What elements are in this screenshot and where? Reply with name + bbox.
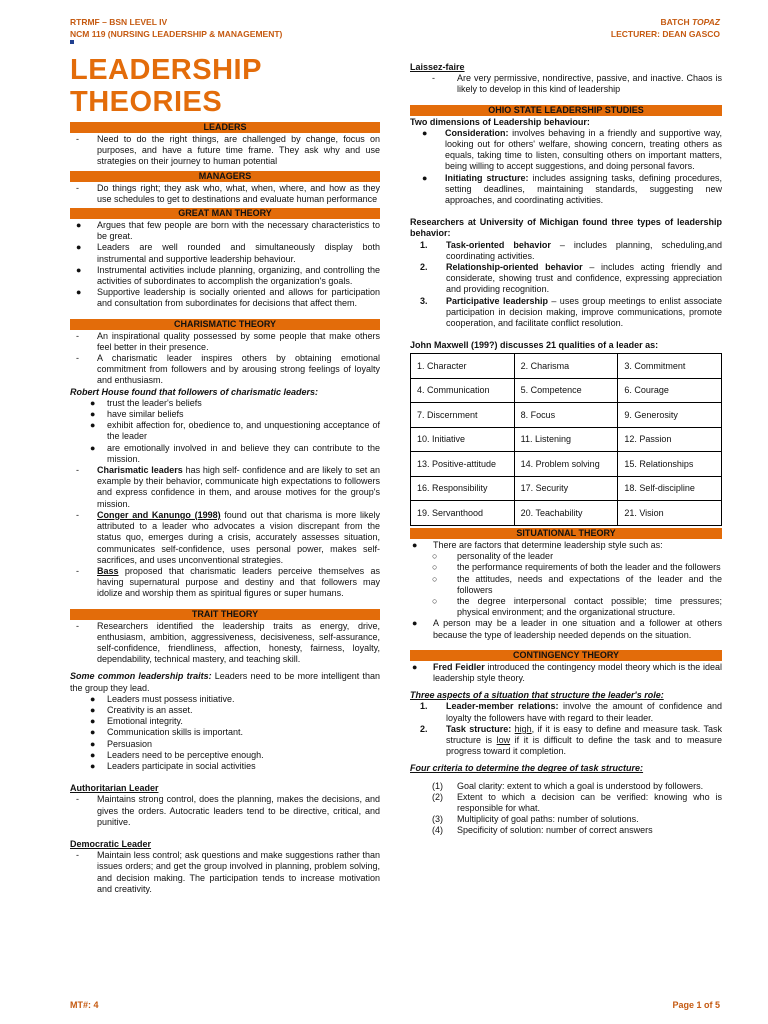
list-item: ● There are factors that determine leadership style such as: bbox=[412, 539, 663, 550]
table-row: 10. Initiative 11. Listening 12. Passion bbox=[411, 427, 722, 452]
list-item: ● Instrumental activities include planning, organizing, and controlling the activities of subordinates to accomplish the organization's goals. bbox=[76, 264, 380, 287]
list-item: 3. Participative leadership – uses group meetings to enlist associate participation in decision making, improve communications, promote cooperation, and facilitate conflict resolution. bbox=[420, 295, 722, 329]
list-item: (2) Extent to which a decision can be verified: knowing who is responsible for what. bbox=[432, 791, 722, 814]
section-trait-heading: TRAIT THEORY bbox=[70, 609, 380, 620]
section-contingency-heading: CONTINGENCY THEORY bbox=[410, 650, 722, 661]
section-great-man-heading: GREAT MAN THEORY bbox=[70, 208, 380, 219]
table-row: 4. Communication 5. Competence 6. Courage bbox=[411, 378, 722, 403]
managers-text: - Do things right; they ask who, what, when, where, and how as they use schedules to get to destinations and evaluate human performance bbox=[76, 182, 380, 204]
list-item: ○ the attitudes, needs and expectations of the leader and the followers bbox=[432, 573, 722, 595]
list-item: ● Leaders need to be perceptive enough. bbox=[90, 749, 264, 760]
leaders-text: - Need to do the right things, are challenged by change, focus on purposes, and have a future time frame. They ask why and use strategies on their journey to human potential bbox=[76, 134, 380, 167]
initiating-item: ● Initiating structure: includes assigning tasks, defining procedures, setting deadlines, maintaining standards, suggesting new approaches, and coordinating activities. bbox=[422, 172, 722, 206]
laissez-text: - Are very permissive, nondirective, passive, and inactive. Chaos is likely to develop in this kind of leadership bbox=[432, 73, 722, 95]
footer-page-number: Page 1 of 5 bbox=[672, 1000, 720, 1010]
header-line2: NCM 119 (NURSING LEADERSHIP & MANAGEMENT) bbox=[70, 29, 283, 39]
list-item: ● have similar beliefs bbox=[90, 409, 184, 420]
list-item: ● exhibit affection for, obedience to, and unquestioning acceptance of the leader bbox=[90, 420, 380, 442]
section-leaders-heading: LEADERS bbox=[70, 122, 380, 133]
ohio-intro: Two dimensions of Leadership behaviour: bbox=[410, 116, 590, 127]
leader-member-item: 1. Leader-member relations: involve the amount of confidence and loyalty the followers have with regard to their leader. bbox=[420, 701, 722, 723]
table-row: 16. Responsibility 17. Security 18. Self-discipline bbox=[411, 476, 722, 501]
list-item: ● Persuasion bbox=[90, 738, 153, 749]
list-item: (1) Goal clarity: extent to which a goal is understood by followers. bbox=[432, 780, 704, 791]
header-batch: BATCH TOPAZ bbox=[660, 17, 720, 27]
section-situational-heading: SITUATIONAL THEORY bbox=[410, 528, 722, 539]
list-item: ● Communication skills is important. bbox=[90, 727, 244, 738]
laissez-heading: Laissez-faire bbox=[410, 62, 465, 72]
footer-mt-number: MT#: 4 bbox=[70, 1000, 99, 1010]
header-line1: RTRMF – BSN LEVEL IV bbox=[70, 17, 168, 27]
criteria-heading: Four criteria to determine the degree of task structure: bbox=[410, 763, 644, 774]
list-item: - A charismatic leader inspires others by obtaining emotional commitment from followers and by arousing strong feelings of loyalty and enthusiasm. bbox=[76, 353, 380, 386]
house-heading: Robert House found that followers of charismatic leaders: bbox=[70, 386, 319, 397]
list-item: ● Supportive leadership is socially oriented and allows for participation and consultation from subordinates for decisions that affect them. bbox=[76, 287, 380, 309]
list-item: 1. Task-oriented behavior – includes planning, scheduling,and coordinating activities. bbox=[420, 239, 723, 261]
table-row: 1. Character 2. Charisma 3. Commitment bbox=[411, 354, 722, 379]
section-ohio-heading: OHIO STATE LEADERSHIP STUDIES bbox=[410, 105, 722, 116]
page-title: LEADERSHIP THEORIES bbox=[70, 54, 262, 118]
democratic-heading: Democratic Leader bbox=[70, 838, 152, 849]
list-item: ● Leaders participate in social activities bbox=[90, 760, 256, 771]
conger-kanungo-item: - Conger and Kanungo (1998) found out that charisma is more likely attributed to a leader who advocates a vision discrepant from the status quo, emerges during a crisis, accurately assesses situation, communicates self-confidence, uses personal power, makes self-sacrifices, and uses unconventional strategies. bbox=[76, 509, 380, 565]
aspects-heading: Three aspects of a situation that structure the leader's role: bbox=[410, 690, 664, 701]
consideration-item: ● Consideration: involves behaving in a friendly and supportive way, looking out for others' welfare, showing concern, treating others as equals, taking time to listen, consulting others on important matters, being willing to accept suggestions, and doing personal favors. bbox=[422, 127, 722, 172]
authoritarian-text: - Maintains strong control, does the planning, makes the decisions, and gives the orders. Autocratic leaders tend to be directive, critical, and punitive. bbox=[76, 794, 380, 827]
authoritarian-heading: Authoritarian Leader bbox=[70, 783, 159, 794]
maxwell-intro: John Maxwell (199?) discusses 21 qualities of a leader as: bbox=[410, 340, 659, 351]
table-row: 7. Discernment 8. Focus 9. Generosity bbox=[411, 403, 722, 428]
democratic-text: - Maintain less control; ask questions and make suggestions rather than issues orders; and get the group involved in planning, problem solving, and decision making. The participation tends to increase motivation and creativity. bbox=[76, 850, 380, 894]
header-square-mark bbox=[70, 40, 74, 44]
doc-header-left bbox=[70, 16, 282, 40]
list-item: 2. Relationship-oriented behavior – includes acting friendly and considerate, showing trust and confidence, expressing appreciation and providing recognition. bbox=[420, 262, 722, 295]
right-column bbox=[410, 52, 722, 837]
list-item: - An inspirational quality possessed by some people that make others feel better in their presence. bbox=[76, 330, 380, 352]
task-structure-item: 2. Task structure: high, if it is easy to define and measure task. Task structure is low if it is difficult to define the task and to measure progress toward it completion. bbox=[420, 723, 722, 757]
list-item: ○ the degree interpersonal contact possible; time pressures; physical environment; and the organizational structure. bbox=[432, 595, 722, 618]
trait-text: - Researchers identified the leadership traits as energy, drive, enthusiasm, ambition, aggressiveness, decisiveness, self-assurance, self-confidence, friendliness, affection, honesty, fairness, loyalty, dependability, technical mastery, and teaching skill. bbox=[76, 620, 380, 665]
header-lecturer: LECTURER: DEAN GASCO bbox=[610, 29, 720, 39]
table-row: 19. Servanthood 20. Teachability 21. Vision bbox=[411, 501, 722, 526]
list-item: ● trust the leader's beliefs bbox=[90, 397, 202, 408]
list-item: (4) Specificity of solution: number of correct answers bbox=[432, 825, 653, 836]
left-column bbox=[70, 52, 380, 895]
list-item: ● Leaders must possess initiative. bbox=[90, 693, 235, 704]
bass-item: - Bass proposed that charismatic leaders perceive themselves as having supernatural purpose and destiny and that followers may idolize and worship them as spiritual figures or super humans. bbox=[76, 565, 380, 599]
list-item: ● Leaders are well rounded and simultaneously display both instrumental and supportive leadership behaviour. bbox=[76, 242, 380, 264]
list-item: ● A person may be a leader in one situation and a follower at others because the type of leadership needed depends on the situation. bbox=[412, 618, 722, 640]
list-item: ● Argues that few people are born with the necessary characteristics to be great. bbox=[76, 220, 380, 242]
section-managers-heading: MANAGERS bbox=[70, 171, 380, 182]
list-item: ● Creativity is an asset. bbox=[90, 704, 193, 715]
doc-header-right bbox=[611, 16, 720, 40]
list-item: ○ personality of the leader bbox=[432, 551, 554, 562]
common-traits-intro: Some common leadership traits: Leaders need to be more intelligent than the group they lead. bbox=[70, 671, 380, 693]
list-item: ○ the performance requirements of both the leader and the followers bbox=[432, 562, 721, 573]
michigan-intro: Researchers at University of Michigan found three types of leadership behavior: bbox=[410, 217, 722, 239]
charismatic-leaders-item: - Charismatic leaders has high self- confidence and are likely to set an example by their behavior, communicate high expectations to followers and express confidence in them, and arouse motives for the group's mission. bbox=[76, 465, 380, 509]
list-item: ● are emotionally involved in and believe they can contribute to the mission. bbox=[90, 442, 380, 464]
section-charismatic-heading: CHARISMATIC THEORY bbox=[70, 319, 380, 330]
list-item: ● Emotional integrity. bbox=[90, 716, 183, 727]
list-item: (3) Multiplicity of goal paths: number of solutions. bbox=[432, 814, 639, 825]
table-row: 13. Positive-attitude 14. Problem solving 15. Relationships bbox=[411, 452, 722, 477]
maxwell-qualities-table bbox=[410, 353, 722, 526]
fiedler-item: ● Fred Feidler introduced the contingency model theory which is the ideal leadership style theory. bbox=[412, 661, 723, 683]
